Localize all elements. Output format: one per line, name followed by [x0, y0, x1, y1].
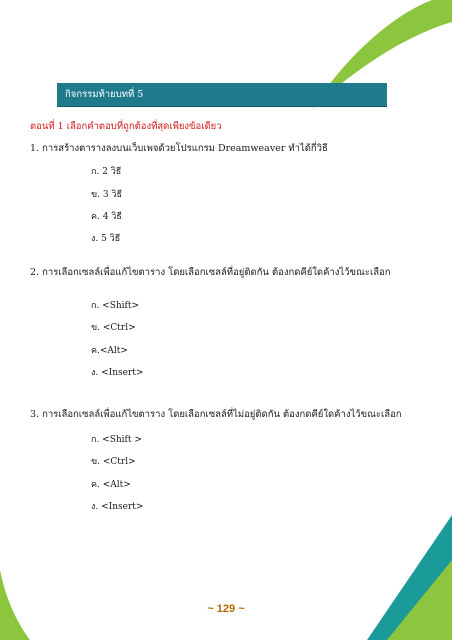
activity-title: กิจกรรมท้ายบทที่ 5 [65, 89, 144, 100]
question-2-option-c: ค.<Alt> [91, 346, 128, 356]
question-1: 1. การสร้างตารางลงบนเว็บเพจด้วยโปรแกรม Dreamweaver ทำได้กี่วิธี [30, 143, 328, 154]
question-2-option-b: ข. <Ctrl> [91, 323, 136, 333]
corner-decoration-bottom-right [367, 515, 452, 640]
question-1-option-c: ค. 4 วิธี [91, 212, 122, 222]
instruction-text: ตอนที่ 1 เลือกคำตอบที่ถูกต้องที่สุดเพียงข้อเดียว [30, 121, 222, 132]
question-2-option-d: ง. <Insert> [91, 368, 144, 378]
question-3-option-d: ง. <Insert> [91, 502, 144, 512]
question-3-option-c: ค. <Alt> [91, 480, 131, 490]
question-1-option-d: ง. 5 วิธี [91, 234, 121, 244]
question-3-option-a: ก. <Shift > [91, 435, 142, 445]
question-1-option-a: ก. 2 วิธี [91, 167, 122, 177]
question-3-option-b: ข. <Ctrl> [91, 457, 136, 467]
question-2: 2. การเลือกเซลล์เพื่อแก้ไขตาราง โดยเลือกเซลล์ที่อยู่ติดกัน ต้องกดคีย์ใดค้างไว้ขณะเลือก [30, 267, 391, 278]
question-2-option-a: ก. <Shift> [91, 301, 140, 311]
question-3: 3. การเลือกเซลล์เพื่อแก้ไขตาราง โดยเลือกเซลล์ที่ไม่อยู่ติดกัน ต้องกดคีย์ใดค้างไว้ขณะเลือก [30, 409, 402, 420]
page-number: ~ 129 ~ [207, 603, 245, 615]
question-1-option-b: ข. 3 วิธี [91, 190, 123, 200]
activity-banner [57, 83, 387, 107]
